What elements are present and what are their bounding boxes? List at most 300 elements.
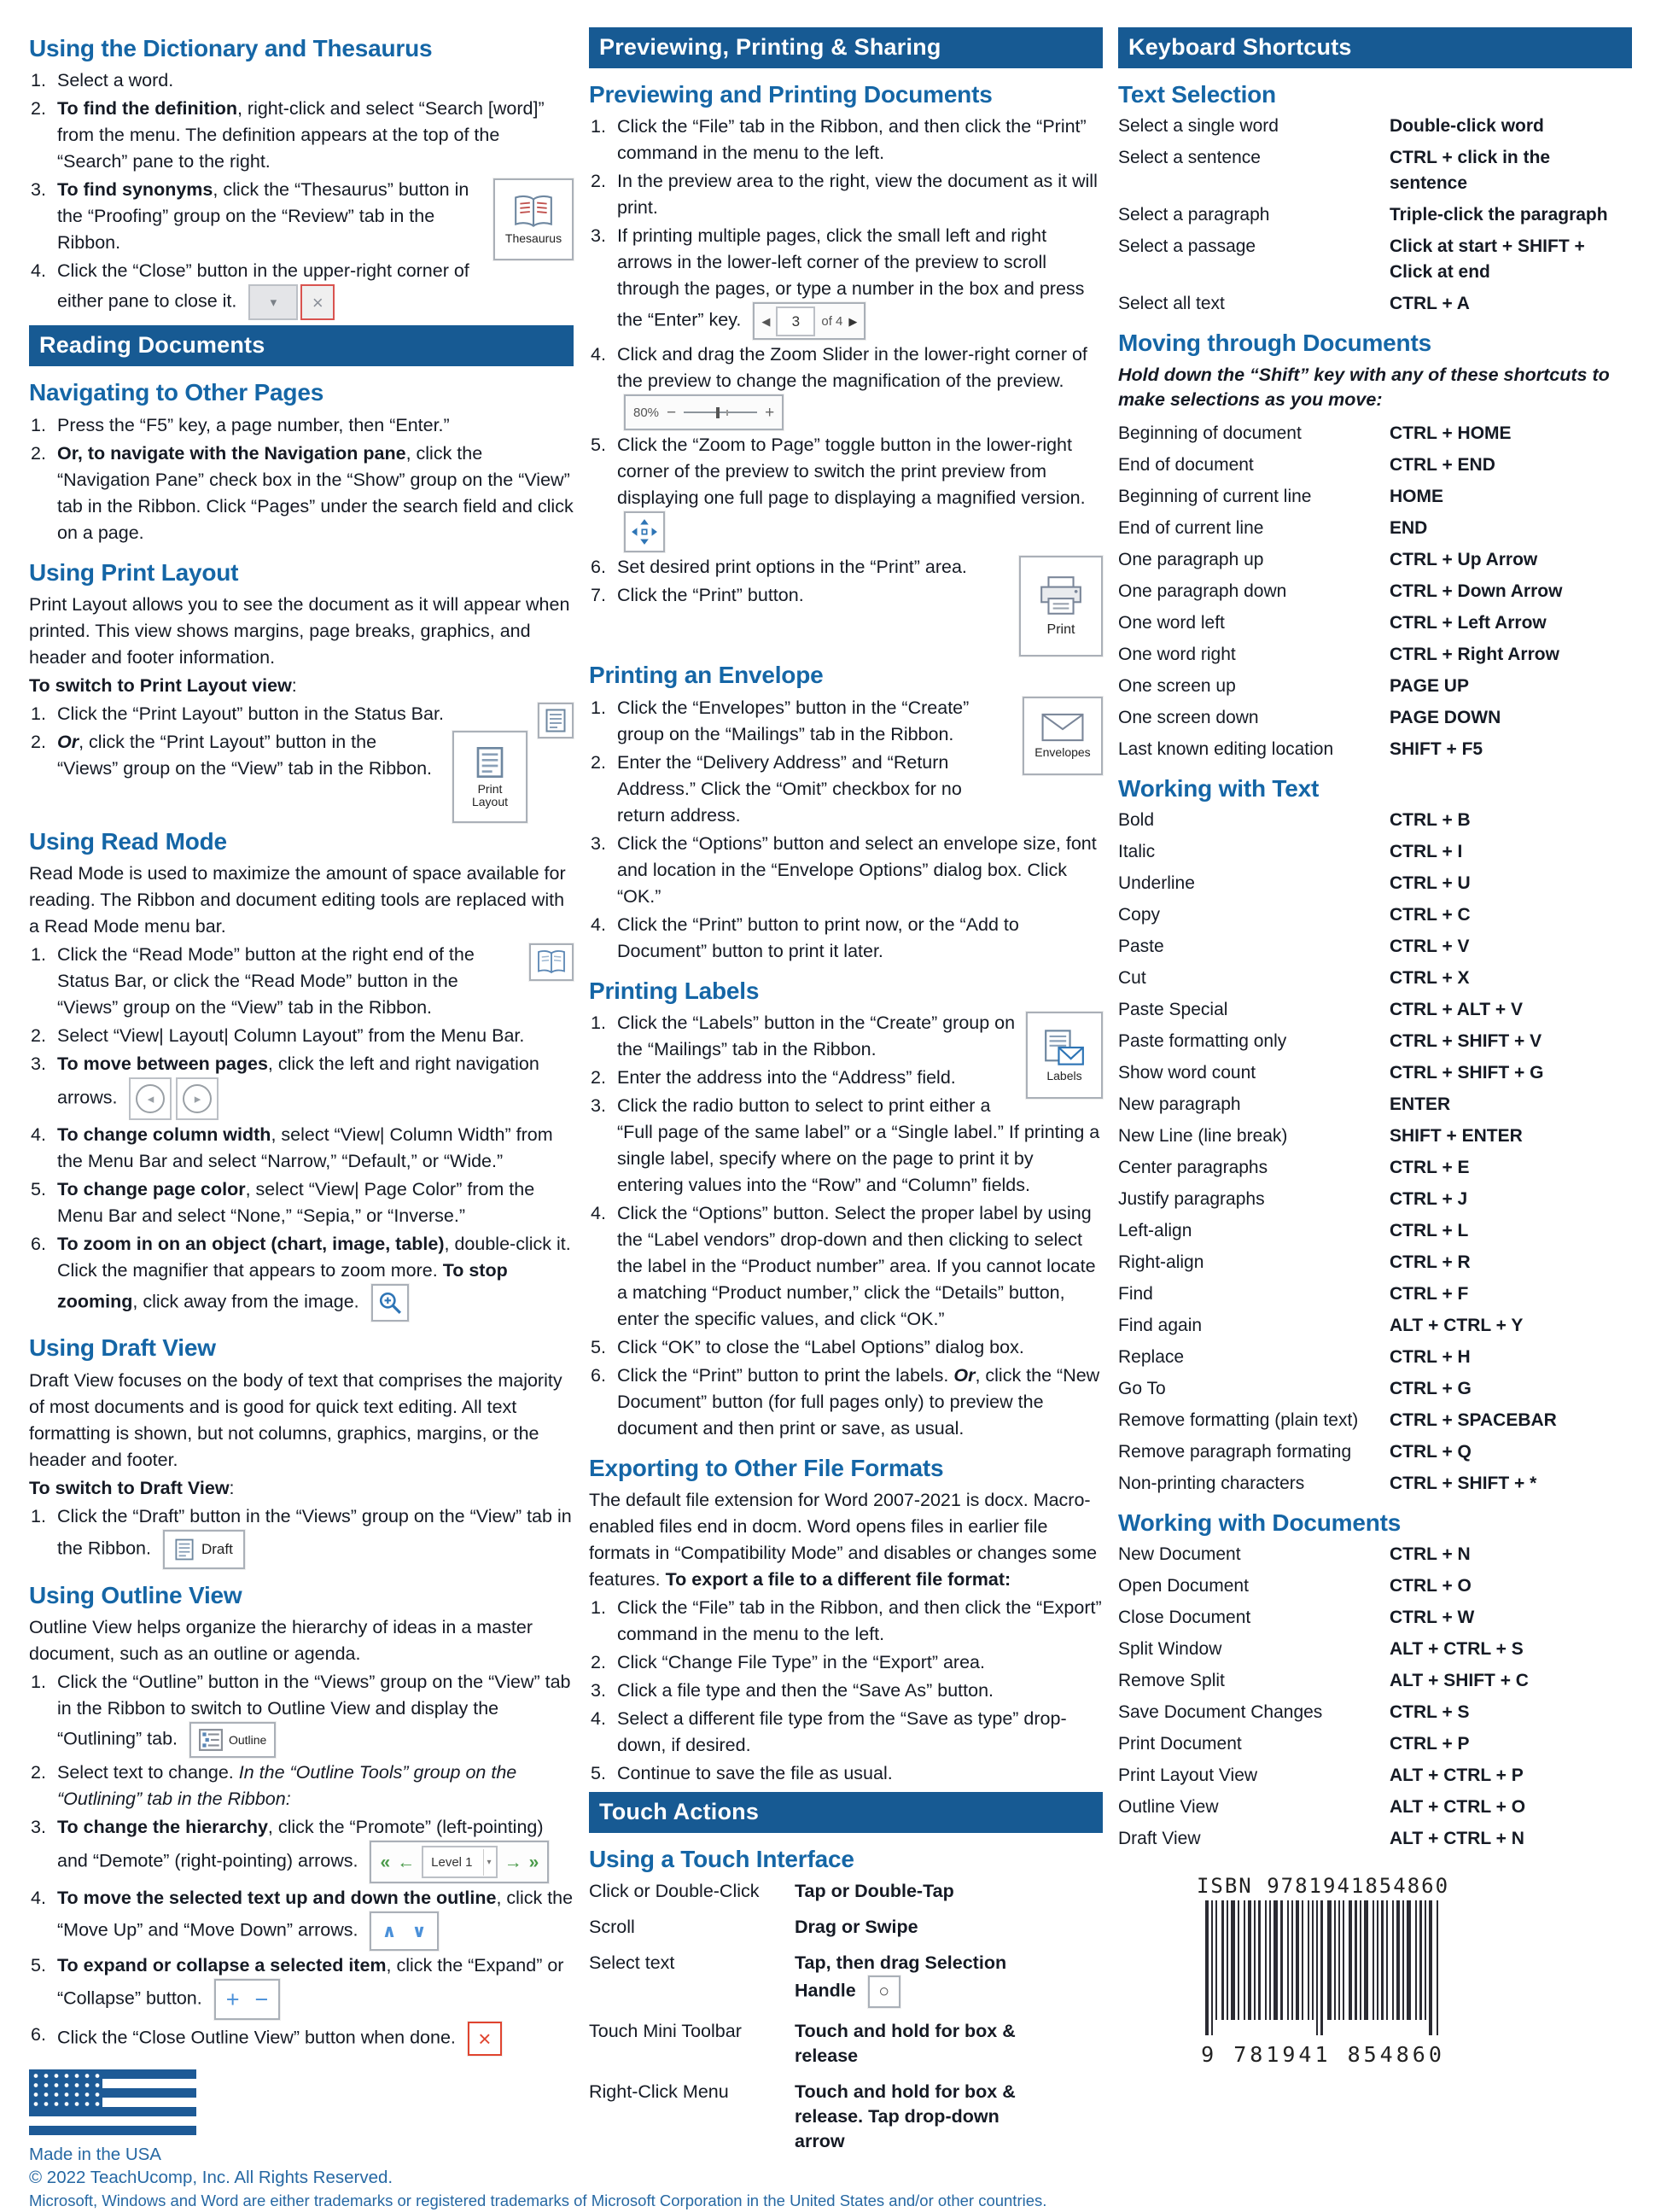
shortcut-action: End of document <box>1118 454 1254 475</box>
list-number: 4. <box>591 1708 606 1730</box>
heading-working-with-documents: Working with Documents <box>1118 1509 1402 1537</box>
list-number: 2. <box>31 1025 46 1047</box>
page-count-label: of 4 <box>821 313 843 329</box>
shortcut-action: Italic <box>1118 842 1156 862</box>
list-number: 3. <box>31 1817 46 1838</box>
text: Set desired print options in the “Print” area. <box>617 557 967 578</box>
next-arrow-icon: ▶ <box>848 314 858 328</box>
text: To move the selected text up and down the outline <box>57 1888 497 1909</box>
text: To export a file to a different file format: <box>665 1569 1011 1590</box>
shortcut-keys: SHIFT + ENTER <box>1390 1126 1523 1147</box>
shortcut-action: Remove paragraph formating <box>1118 1442 1352 1462</box>
shortcut-row <box>1118 1313 1632 1339</box>
text: Click the “Labels” button in the “Create” group on the “Mailings” tab in the Ribbon. <box>617 1013 1016 1060</box>
list-item <box>589 341 1103 430</box>
shortcut-action: Print Layout View <box>1118 1766 1258 1786</box>
list-item <box>589 432 1103 552</box>
list-number: 1. <box>31 1672 46 1693</box>
shortcut-row <box>1118 1731 1632 1757</box>
shortcut-row <box>1118 902 1632 928</box>
outline-button-icon: Outline <box>189 1722 276 1758</box>
shortcut-row <box>1118 1281 1632 1307</box>
numbered-list <box>29 1669 574 2056</box>
shortcut-action: One screen down <box>1118 707 1259 727</box>
shortcut-row <box>1118 1124 1632 1149</box>
text: Click the “Zoom to Page” toggle button in the lower-right corner of the preview to switch the print preview from displaying one full page to displaying a magnified version. <box>617 435 1086 509</box>
text: , select “View| Page Color” from the Menu Bar and select “None,” “Sepia,” or “Inverse.” <box>57 1179 535 1227</box>
us-flag-icon <box>29 2069 196 2136</box>
collapse-icon: − <box>254 1986 269 2012</box>
text: , click the “New Document” button (for full pages only) to preview the document and then print or save, as usual. <box>617 1365 1100 1439</box>
shortcut-action: Copy <box>1118 905 1161 925</box>
shortcut-action: Left-align <box>1118 1221 1192 1241</box>
text: Click the “Print Layout” button in the Status Bar. <box>57 703 444 725</box>
list-number: 4. <box>591 1203 606 1224</box>
text: To change the hierarchy <box>57 1817 268 1838</box>
list-item <box>29 942 574 1021</box>
shortcut-keys: Double-click word <box>1390 116 1544 137</box>
shortcut-keys: CTRL + ALT + V <box>1390 1000 1523 1020</box>
text: Click the “File” tab in the Ribbon, and then click the “Print” command in the menu to the left. <box>617 116 1087 164</box>
shortcut-action: Draft View <box>1118 1829 1201 1849</box>
shortcut-keys: Click at start + SHIFT + Click at end <box>1390 236 1585 283</box>
numbered-list <box>589 1595 1103 1787</box>
list-number: 6. <box>591 557 606 578</box>
draft-button-icon: Draft <box>163 1530 245 1569</box>
list-number: 4. <box>31 1124 46 1146</box>
zoom-slider-icon <box>624 394 784 430</box>
shortcut-keys: CTRL + Down Arrow <box>1390 581 1563 601</box>
shortcut-row <box>1118 1573 1632 1599</box>
text: Select text to change. <box>57 1762 239 1783</box>
shortcut-action: One paragraph down <box>1118 581 1287 601</box>
touch-action: Right-Click Menu <box>589 2081 729 2102</box>
shortcut-keys: CTRL + V <box>1390 937 1470 957</box>
print-layout-ribbon-icon: Print Layout <box>452 731 527 823</box>
text: Press the “F5” key, a page number, then “Enter.” <box>57 414 450 435</box>
promote-to-heading1-icon: « <box>380 1852 391 1872</box>
text: To stop zooming <box>57 1260 508 1313</box>
text: Touch and hold for box & release <box>795 2020 1016 2066</box>
shortcut-row <box>1118 674 1632 699</box>
list-item <box>29 441 574 546</box>
shortcut-row <box>1118 145 1632 196</box>
zoom-in-icon: + <box>765 403 775 422</box>
outline-level-dropdown: Level 1 ▾ <box>422 1846 497 1878</box>
list-item <box>29 1760 574 1812</box>
heading-previewing-and-printing-documents: Previewing and Printing Documents <box>589 81 993 108</box>
paragraph <box>29 592 574 671</box>
shortcut-action: One screen up <box>1118 675 1236 696</box>
text: Or <box>57 732 79 753</box>
shortcut-action: Select a single word <box>1118 116 1279 137</box>
list-item <box>29 1952 574 2020</box>
shortcut-row <box>1118 1029 1632 1054</box>
text: , right-click and select “Search [word]” from the menu. The definition appears at the top of the “Search” pane to the right. <box>57 98 545 172</box>
shortcut-action: Paste <box>1118 937 1164 957</box>
heading-using-a-touch-interface: Using a Touch Interface <box>589 1846 854 1873</box>
list-item <box>589 223 1103 340</box>
expand-collapse-icon <box>214 1979 281 2020</box>
list-number: 5. <box>31 1179 46 1200</box>
text: , click the “Navigation Pane” check box in the “Show” group on the “View” tab in the Ribbon. Click “Pages” under the search field and click on a page. <box>57 442 574 543</box>
list-number: 2. <box>591 1652 606 1673</box>
touch-gesture <box>795 1879 1051 1904</box>
touch-row <box>589 1879 1103 1904</box>
text: Or, to navigate with the Navigation pane <box>57 442 406 464</box>
footer-text: Microsoft, Windows and Word are either trademarks or registered trademarks of Microsoft Corporation in the United States and/or other countries. <box>29 2192 1047 2210</box>
expand-icon: + <box>225 1986 240 2012</box>
list-number: 3. <box>591 225 606 247</box>
shortcut-action: Print Document <box>1118 1734 1242 1754</box>
paragraph <box>589 1487 1103 1593</box>
list-item <box>589 168 1103 221</box>
list-item <box>29 1814 574 1883</box>
list-number: 1. <box>31 944 46 966</box>
list-item <box>589 1760 1103 1787</box>
list-number: 6. <box>591 1365 606 1386</box>
shortcut-row <box>1118 291 1632 317</box>
text: , click away from the image. <box>132 1292 364 1313</box>
touch-gesture <box>795 2019 1051 2069</box>
shortcut-keys: Triple-click the paragraph <box>1390 205 1608 225</box>
shortcut-row <box>1118 1700 1632 1725</box>
shortcut-row <box>1118 1471 1632 1497</box>
text: , click the “Thesaurus” button in the “Proofing” group on the “Review” tab in the Ribbon. <box>57 179 469 254</box>
text: Outline View helps organize the hierarchy of ideas in a master document, such as an outline or agenda. <box>29 1617 533 1665</box>
shortcut-keys: END <box>1390 517 1428 538</box>
shortcut-row <box>1118 1637 1632 1662</box>
shortcut-keys: ALT + CTRL + O <box>1390 1797 1526 1818</box>
shortcut-action: Close Document <box>1118 1608 1251 1628</box>
shortcut-keys: CTRL + H <box>1390 1347 1471 1368</box>
list-number: 2. <box>31 1762 46 1783</box>
shortcut-action: New Line (line break) <box>1118 1126 1288 1147</box>
shortcut-action: Justify paragraphs <box>1118 1189 1265 1210</box>
shortcut-keys: PAGE UP <box>1390 675 1469 696</box>
shortcut-keys: ALT + CTRL + S <box>1390 1639 1524 1660</box>
shortcut-action: Split Window <box>1118 1639 1222 1660</box>
text: , click the “Print Layout” button in the “Views” group on the “View” tab in the Ribbon. <box>57 732 433 779</box>
shortcut-keys: ENTER <box>1390 1094 1451 1115</box>
demote-icon: → <box>504 1852 522 1872</box>
shortcut-row <box>1118 1250 1632 1275</box>
shortcut-action: Show word count <box>1118 1063 1256 1083</box>
text: Enter the “Delivery Address” and “Return Address.” Click the “Omit” checkbox for no return address. <box>617 751 962 826</box>
text: In the preview area to the right, view the document as it will print. <box>617 171 1098 219</box>
nav-arrows-icon <box>129 1077 219 1120</box>
shortcut-action: Underline <box>1118 873 1195 894</box>
touch-action: Scroll <box>589 1916 635 1937</box>
text: If printing multiple pages, click the small left and right arrows in the lower-left corner of the preview to scroll through the pages, or type a number in the box and press the “Enter” key. <box>617 225 1085 331</box>
shortcut-row <box>1118 966 1632 991</box>
text: To move between pages <box>57 1053 268 1075</box>
paragraph <box>29 1614 574 1667</box>
shortcut-keys: HOME <box>1390 486 1443 506</box>
isbn-barcode <box>1174 1874 1472 2067</box>
touch-row <box>589 1951 1103 2008</box>
text: To find the definition <box>57 98 237 120</box>
shortcut-keys: CTRL + B <box>1390 810 1471 831</box>
list-item <box>589 1200 1103 1333</box>
list-item <box>29 177 574 256</box>
text: To expand or collapse a selected item <box>57 1955 387 1976</box>
touch-action: Select text <box>589 1952 675 1973</box>
selection-handle-icon: ○ <box>868 1976 900 2008</box>
shortcut-action: Bold <box>1118 810 1155 831</box>
section-bar-keyboard-shortcuts: Keyboard Shortcuts <box>1118 27 1632 68</box>
touch-gesture <box>795 2080 1051 2154</box>
text: , click the “Move Up” and “Move Down” arrows. <box>57 1888 574 1941</box>
touch-gesture <box>795 1951 1051 2008</box>
shortcut-keys: CTRL + W <box>1390 1608 1475 1628</box>
list-number: 4. <box>591 913 606 935</box>
text: Enter the address into the “Address” field. <box>617 1067 956 1088</box>
shortcut-keys: CTRL + J <box>1390 1189 1468 1210</box>
shortcut-action: Beginning of current line <box>1118 486 1312 506</box>
touch-action: Touch Mini Toolbar <box>589 2020 742 2041</box>
shortcut-action: Open Document <box>1118 1576 1249 1596</box>
heading-printing-an-envelope: Printing an Envelope <box>589 662 824 689</box>
shortcut-keys: ALT + CTRL + P <box>1390 1766 1524 1786</box>
shortcut-row <box>1118 1187 1632 1212</box>
shortcut-action: Non-printing characters <box>1118 1474 1305 1494</box>
shortcut-keys: CTRL + G <box>1390 1379 1472 1399</box>
heading-navigating-to-other-pages: Navigating to Other Pages <box>29 379 324 406</box>
text: , click the “Promote” (left-pointing) and “Demote” (right-pointing) arrows. <box>57 1817 544 1871</box>
shortcut-table <box>1118 421 1632 762</box>
shortcut-action: New Document <box>1118 1544 1241 1565</box>
text: Click “OK” to close the “Label Options” dialog box. <box>617 1337 1024 1358</box>
shortcut-keys: CTRL + Right Arrow <box>1390 644 1559 664</box>
text: Click the “Print” button to print now, or the “Add to Document” button to print it later. <box>617 913 1019 961</box>
list-number: 4. <box>31 1888 46 1909</box>
shortcut-action: Remove formatting (plain text) <box>1118 1410 1359 1431</box>
move-arrows-icon <box>370 1911 438 1951</box>
list-number: 2. <box>591 1067 606 1088</box>
text: Click the radio button to select to print either a “Full page of the same label” or a “Single label.” If printing a single label, specify where on the page to print it by entering values into the “Row” and “Column” fields. <box>617 1095 1100 1196</box>
paragraph <box>29 861 574 940</box>
shortcut-row <box>1118 610 1632 636</box>
shortcut-row <box>1118 1439 1632 1465</box>
text: Drag or Swipe <box>795 1916 918 1937</box>
shortcut-row <box>1118 839 1632 865</box>
shortcut-action: Paste formatting only <box>1118 1031 1287 1052</box>
shortcut-row <box>1118 871 1632 896</box>
text: Click the “Envelopes” button in the “Create” group on the “Mailings” tab in the Ribbon. <box>617 697 970 744</box>
text: Click the “Read Mode” button at the right end of the Status Bar, or click the “Read Mode” button in the “Views” group on the “View” tab in the Ribbon. <box>57 944 475 1018</box>
shortcut-keys: CTRL + R <box>1390 1252 1471 1273</box>
shortcut-keys: CTRL + L <box>1390 1221 1469 1241</box>
shortcut-action: Paste Special <box>1118 1000 1228 1020</box>
list-number: 6. <box>31 2024 46 2046</box>
section-bar-touch-actions: Touch Actions <box>589 1792 1103 1833</box>
list-number: 1. <box>31 1505 46 1526</box>
shortcut-keys: CTRL + C <box>1390 905 1471 925</box>
numbered-list <box>29 701 574 809</box>
text: , double-click it. Click the magnifier that appears to zoom more. <box>57 1234 571 1281</box>
list-number: 3. <box>591 1095 606 1117</box>
numbered-list <box>589 695 1103 965</box>
shortcut-row <box>1118 808 1632 833</box>
isbn-number: ISBN 9781941854860 <box>1196 1874 1450 1899</box>
list-number: 5. <box>591 435 606 456</box>
list-number: 2. <box>31 442 46 464</box>
list-item <box>589 831 1103 910</box>
magnifier-icon <box>371 1284 409 1322</box>
list-item <box>29 1023 574 1049</box>
numbered-list <box>589 114 1103 638</box>
list-item <box>589 750 1103 829</box>
text: Click the “Print” button to print the labels. <box>617 1365 954 1386</box>
text: , click the “Expand” or “Collapse” button. <box>57 1955 564 2009</box>
shortcut-row <box>1118 934 1632 960</box>
list-item <box>29 67 574 94</box>
heading-using-outline-view: Using Outline View <box>29 1581 242 1608</box>
shortcut-keys: CTRL + U <box>1390 873 1471 894</box>
shortcut-keys: CTRL + S <box>1390 1702 1470 1723</box>
heading-using-draft-view: Using Draft View <box>29 1334 216 1362</box>
shortcut-row <box>1118 1795 1632 1820</box>
text: , select “View| Column Width” from the Menu Bar and select “Narrow,” “Default,” or “Wide.” <box>57 1124 553 1172</box>
text: The default file extension for Word 2007-2021 is docx. Macro-enabled files end in docm. Word opens files in earlier file formats in “Compatibility Mode” and disables or changes some features. <box>589 1490 1098 1590</box>
list-item <box>589 582 1103 609</box>
heading-using-print-layout: Using Print Layout <box>29 558 239 586</box>
list-item <box>29 1122 574 1175</box>
page-number-icon <box>753 302 865 340</box>
shortcut-row <box>1118 1092 1632 1118</box>
paragraph <box>29 1475 574 1502</box>
shortcut-action: One word left <box>1118 612 1225 633</box>
list-item <box>589 695 1103 759</box>
shortcut-row <box>1118 234 1632 285</box>
list-number: 3. <box>31 1053 46 1075</box>
list-number: 5. <box>591 1337 606 1358</box>
close-icon: × <box>300 284 335 320</box>
list-number: 1. <box>591 697 606 718</box>
outline-tools-icon <box>370 1841 549 1883</box>
shortcut-keys: CTRL + click in the sentence <box>1390 148 1551 194</box>
shortcut-keys: CTRL + O <box>1390 1576 1472 1596</box>
heading-using-the-dictionary-and-thesaurus: Using the Dictionary and Thesaurus <box>29 35 433 61</box>
shortcut-action: One word right <box>1118 644 1236 664</box>
shortcut-row <box>1118 1345 1632 1370</box>
footer-text: © 2022 TeachUcomp, Inc. All Rights Reserved. <box>29 2168 393 2188</box>
heading-exporting-to-other-file-formats: Exporting to Other File Formats <box>589 1455 944 1482</box>
list-item <box>589 1649 1103 1676</box>
list-number: 3. <box>591 1680 606 1701</box>
shortcut-action: Select a sentence <box>1118 148 1261 168</box>
shortcut-row <box>1118 1218 1632 1244</box>
list-number: 2. <box>31 732 46 753</box>
shortcut-action: End of current line <box>1118 517 1264 538</box>
list-number: 1. <box>31 703 46 725</box>
list-item <box>29 1051 574 1120</box>
text: To change column width <box>57 1124 271 1146</box>
heading-printing-labels: Printing Labels <box>589 977 760 1004</box>
numbered-list <box>29 1503 574 1569</box>
barcode-digits: 9 781941 854860 <box>1201 2042 1445 2068</box>
shortcut-row <box>1118 997 1632 1023</box>
page-number-value: 3 <box>776 306 815 336</box>
shortcut-keys: CTRL + Up Arrow <box>1390 549 1538 569</box>
text: In the “Outline Tools” group on the “Outlining” tab in the Ribbon: <box>57 1762 517 1810</box>
move-down-icon: ∨ <box>411 1921 427 1941</box>
list-number: 3. <box>31 179 46 201</box>
list-number: 6. <box>31 1234 46 1255</box>
shortcut-action: Save Document Changes <box>1118 1702 1323 1723</box>
shortcut-row <box>1118 1376 1632 1402</box>
heading-moving-through-documents: Moving through Documents <box>1118 330 1431 357</box>
text: Read Mode is used to maximize the amount of space available for reading. The Ribbon and document editing tools are replaced with a Read Mode menu bar. <box>29 863 566 937</box>
shortcut-row <box>1118 516 1632 541</box>
text: , click the left and right navigation arrows. <box>57 1053 539 1109</box>
shortcut-row <box>1118 579 1632 604</box>
shortcut-keys: CTRL + SHIFT + G <box>1390 1063 1544 1083</box>
list-item <box>29 1176 574 1229</box>
shortcut-row <box>1118 1668 1632 1694</box>
list-number: 1. <box>591 116 606 137</box>
heading-working-with-text: Working with Text <box>1118 774 1320 802</box>
shortcut-action: Select a paragraph <box>1118 205 1270 225</box>
close-x-icon: × <box>468 2022 502 2056</box>
shortcut-row <box>1118 1542 1632 1567</box>
shortcut-keys: CTRL + SPACEBAR <box>1390 1410 1557 1431</box>
shortcut-row <box>1118 1826 1632 1852</box>
list-item <box>29 258 574 320</box>
labels-icon: Labels <box>1026 1012 1103 1099</box>
zoom-out-icon: − <box>667 403 677 422</box>
list-number: 7. <box>591 585 606 606</box>
shortcut-keys: CTRL + Left Arrow <box>1390 612 1547 633</box>
shortcut-table <box>1118 808 1632 1497</box>
shortcut-keys: CTRL + P <box>1390 1734 1470 1754</box>
list-number: 4. <box>591 344 606 365</box>
shortcut-action: Go To <box>1118 1379 1166 1399</box>
numbered-list <box>29 412 574 546</box>
shortcut-table <box>1118 1542 1632 1852</box>
shortcut-action: Last known editing location <box>1118 738 1334 759</box>
numbered-list <box>589 1010 1103 1442</box>
list-number: 5. <box>591 1763 606 1784</box>
list-item <box>589 1678 1103 1704</box>
list-number: 1. <box>31 414 46 435</box>
shortcut-row <box>1118 737 1632 762</box>
list-number: 1. <box>591 1013 606 1034</box>
numbered-list <box>29 942 574 1322</box>
barcode-bars <box>1202 2024 1444 2040</box>
list-item <box>589 1363 1103 1442</box>
list-number: 5. <box>31 1955 46 1976</box>
list-item <box>589 114 1103 166</box>
shortcut-action: One paragraph up <box>1118 549 1264 569</box>
list-number: 2. <box>591 171 606 192</box>
shortcut-keys: ALT + SHIFT + C <box>1390 1671 1529 1691</box>
shortcut-row <box>1118 547 1632 573</box>
text: To zoom in on an object (chart, image, table) <box>57 1234 445 1255</box>
list-number: 1. <box>591 1597 606 1619</box>
shortcut-action: Right-align <box>1118 1252 1204 1273</box>
text: Click the “Print” button. <box>617 585 804 606</box>
shortcut-action: Outline View <box>1118 1797 1219 1818</box>
column-right <box>1118 22 1632 2067</box>
shortcut-keys: CTRL + N <box>1390 1544 1471 1565</box>
text: Or <box>953 1365 976 1386</box>
text: Click the “Draft” button in the “Views” group on the “View” tab in the Ribbon. <box>57 1505 572 1559</box>
text: Click the “Options” button and select an envelope size, font and location in the “Envelope Options” dialog box. Click “OK.” <box>617 832 1097 907</box>
shortcut-keys: ALT + CTRL + Y <box>1390 1316 1524 1336</box>
list-item <box>589 912 1103 965</box>
